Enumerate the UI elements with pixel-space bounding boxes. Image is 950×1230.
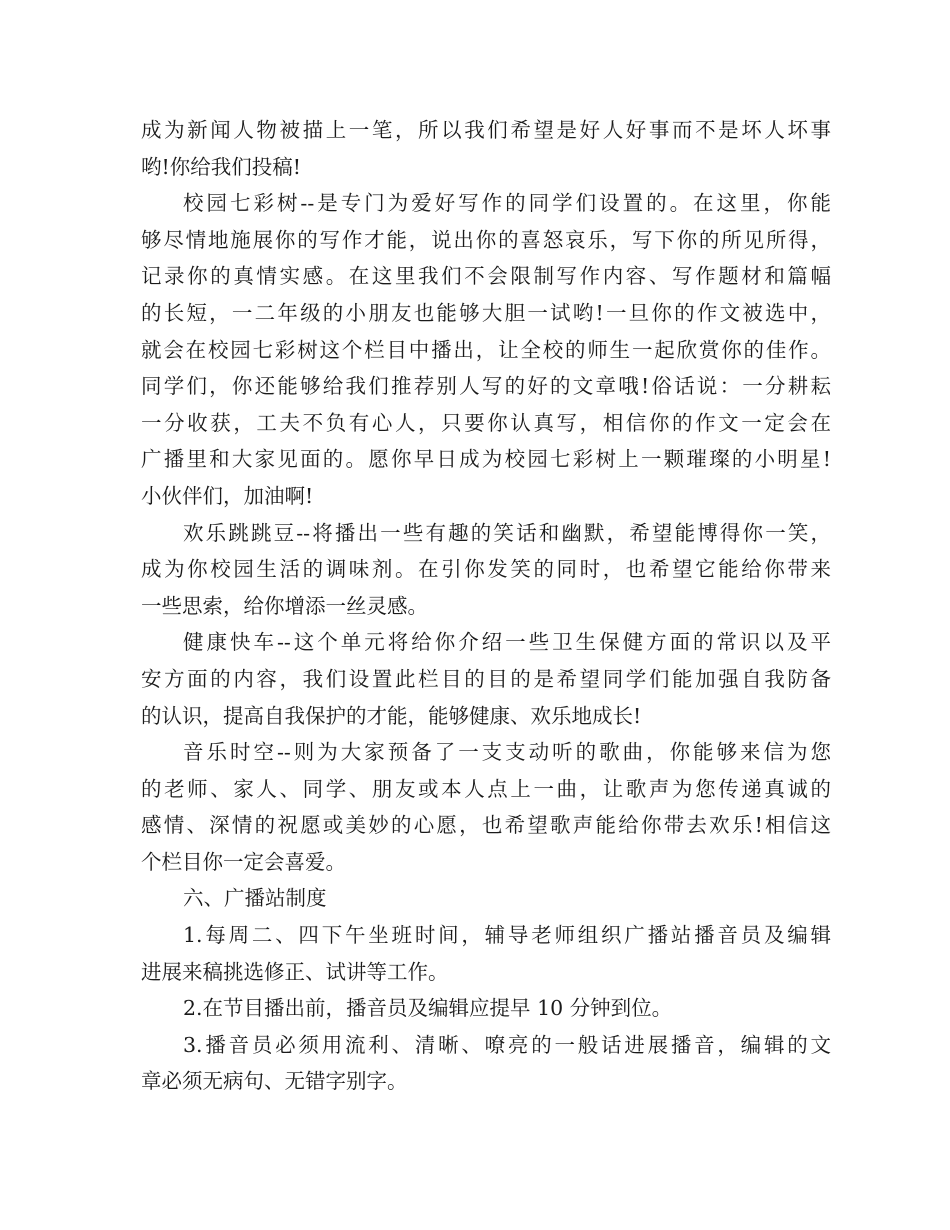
text-line: 2.在节目播出前，播音员及编辑应提早 10 分钟到位。 (183, 996, 673, 1021)
text-line: 的长短，一二年级的小朋友也能够大胆一试哟!一旦你的作文被选中， (141, 300, 831, 325)
text-line: 1.每周二、四下午坐班时间，辅导老师组织广播站播音员及编辑 (183, 923, 831, 948)
text-line: 进展来稿挑选修正、试讲等工作。 (141, 959, 449, 984)
text-line: 六、广播站制度 (183, 886, 327, 911)
text-line: 个栏目你一定会喜爱。 (141, 849, 346, 874)
text-line: 成为新闻人物被描上一笔，所以我们希望是好人好事而不是坏人坏事 (141, 118, 831, 142)
text-line: 感情、深情的祝愿或美妙的心愿，也希望歌声能给你带去欢乐!相信这 (141, 813, 831, 838)
document-body (141, 112, 831, 1100)
text-line: 哟!你给我们投稿! (141, 154, 301, 179)
text-line: 的老师、家人、同学、朋友或本人点上一曲，让歌声为您传递真诚的 (141, 776, 831, 801)
text-line: 够尽情地施展你的写作才能，说出你的喜怒哀乐，写下你的所见所得， (141, 227, 831, 252)
text-line: 欢乐跳跳豆--将播出一些有趣的笑话和幽默，希望能博得你一笑， (183, 520, 831, 545)
text-line: 健康快车--这个单元将给你介绍一些卫生保健方面的常识以及平 (183, 630, 831, 655)
text-line: 的认识，提高自我保护的才能，能够健康、欢乐地成长! (141, 703, 642, 728)
text-line: 成为你校园生活的调味剂。在引你发笑的同时，也希望它能给你带来 (141, 557, 831, 582)
text-line: 音乐时空--则为大家预备了一支支动听的歌曲，你能够来信为您 (183, 740, 831, 765)
text-line: 校园七彩树--是专门为爱好写作的同学们设置的。在这里，你能 (183, 191, 831, 216)
text-line: 小伙伴们，加油啊! (141, 483, 314, 508)
text-line: 广播里和大家见面的。愿你早日成为校园七彩树上一颗璀璨的小明星! (141, 447, 831, 472)
text-line: 就会在校园七彩树这个栏目中播出，让全校的师生一起欣赏你的佳作。 (141, 337, 831, 362)
text-line: 一些思索，给你增添一丝灵感。 (141, 593, 428, 618)
text-line: 3.播音员必须用流利、清晰、嘹亮的一般话进展播音，编辑的文 (183, 1032, 831, 1057)
text-line: 章必须无病句、无错字别字。 (141, 1069, 408, 1094)
text-line: 记录你的真情实感。在这里我们不会限制写作内容、写作题材和篇幅 (141, 264, 831, 289)
text-line: 同学们，你还能够给我们推荐别人写的好的文章哦!俗话说：一分耕耘 (141, 374, 831, 399)
text-line: 一分收获，工夫不负有心人，只要你认真写，相信你的作文一定会在 (141, 410, 831, 435)
text-line: 安方面的内容，我们设置此栏目的目的是希望同学们能加强自我防备 (141, 666, 831, 691)
